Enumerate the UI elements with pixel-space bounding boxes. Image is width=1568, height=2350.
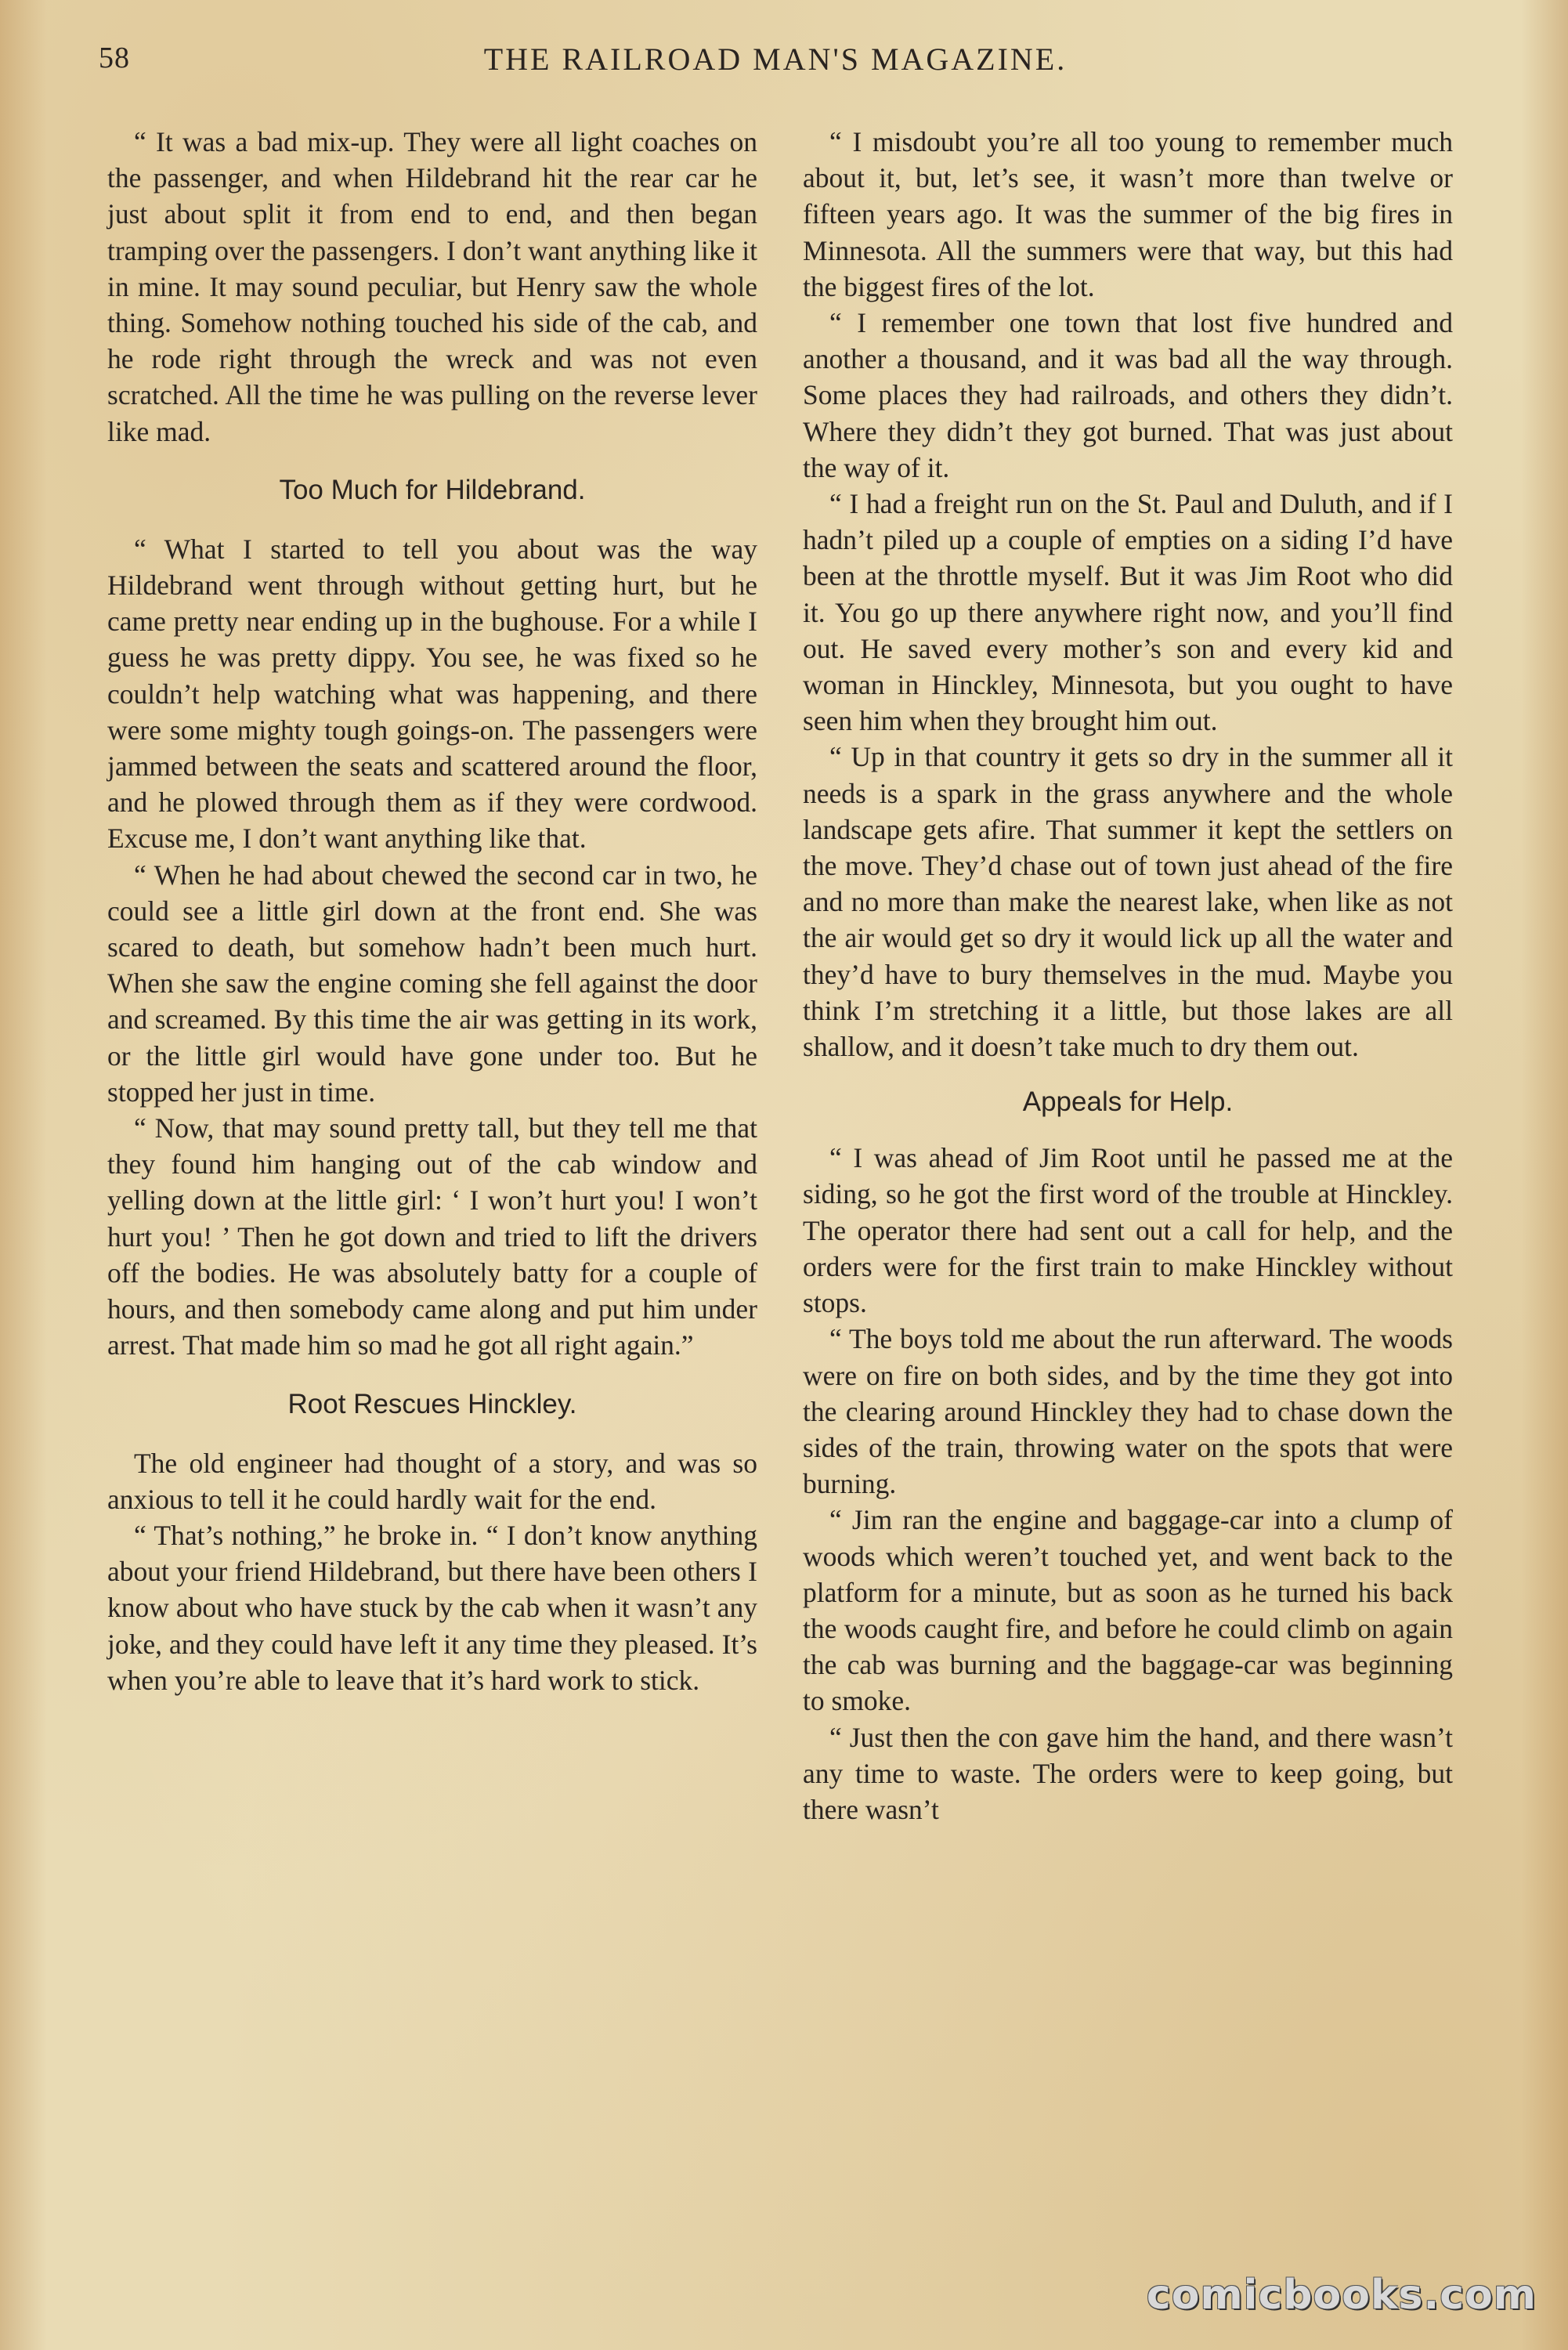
section-heading: Appeals for Help. — [1022, 1086, 1234, 1118]
section-heading: Root Rescues Hinckley. — [287, 1388, 577, 1419]
paragraph: “ I remember one town that lost five hundred and another a thousand, and it was bad all the way through. Some places they had railroads, and others they didn’t. Where they didn’t they got burned. That was just about the way of it. — [803, 307, 1453, 483]
left-column — [107, 124, 757, 1698]
magazine-title: THE RAILROAD MAN'S MAGAZINE. — [483, 42, 1068, 77]
section-heading: Too Much for Hildebrand. — [279, 474, 586, 505]
paragraph: “ When he had about chewed the second car in two, he could see a little girl down at the front end. She was scared to death, but somehow hadn’t been much hurt. When she saw the engine coming she fell against the door and screamed. By this time the air was getting in its work, or the little girl would have gone under too. But he stopped her just in time. — [107, 859, 757, 1108]
paragraph: “ Jim ran the engine and baggage-car into a clump of woods which weren’t touched yet, and went back to the platform for a minute, but as soon as he turned his back the woods caught fire, and before he could climb on again the cab was burning and the baggage-car was beginning to smoke. — [803, 1504, 1453, 1717]
page-header — [86, 41, 1465, 88]
paragraph: “ Now, that may sound pretty tall, but they tell me that they found him hanging out of the cab window and yelling down at the little girl: ‘ I won’t hurt you! I won’t hurt you! ’ Then he got down and tried to lift the drivers off the bodies. He was absolutely batty for a couple of hours, and then somebody came along and put him under arrest. That made him so mad he got all right again.” — [107, 1112, 757, 1361]
watermark-logo: comicbooks.com — [1146, 2272, 1537, 2319]
paragraph: “ That’s nothing,” he broke in. “ I don’t know anything about your friend Hildebrand, but there have been others I know about who have stuck by the cab when it wasn’t any joke, and they could have left it any time they pleased. It’s when you’re able to leave that it’s hard work to stick. — [107, 1519, 757, 1696]
right-column — [803, 124, 1453, 1828]
paragraph: “ What I started to tell you about was the way Hildebrand went through without getting hurt, but he came pretty near ending up in the bughouse. For a while I guess he was pretty dippy. You see, he was fixed so he couldn’t help watching what was happening, and there were some mighty tough goings-on. The passengers were jammed between the seats and scattered around the floor, and he plowed through them as if they were cordwood. Excuse me, I don’t want anything like that. — [107, 533, 757, 855]
paragraph: “ Just then the con gave him the hand, and there wasn’t any time to waste. The orders were to keep going, but there wasn’t — [803, 1721, 1453, 1825]
paragraph: “ I was ahead of Jim Root until he passed me at the siding, so he got the first word of the trouble at Hinckley. The operator there had sent out a call for help, and the orders were for the first train to make Hinckley without stops. — [803, 1142, 1453, 1319]
paragraph: “ The boys told me about the run afterward. The woods were on fire on both sides, and by the time they got into the clearing around Hinckley they had to chase down the sides of the train, throwing water on the spots that were burning. — [803, 1323, 1453, 1500]
paragraph: The old engineer had thought of a story, and was so anxious to tell it he could hardly wait for the end. — [107, 1447, 757, 1515]
paragraph: “ I had a freight run on the St. Paul and Duluth, and if I hadn’t piled up a couple of empties on a siding I’d have been at the throttle myself. But it was Jim Root who did it. You go up there anywhere right now, and you’ll find out. He saved every mother’s son and every kid and woman in Hinckley, Minnesota, but you ought to have seen him when they brought him out. — [803, 488, 1453, 737]
paragraph: “ It was a bad mix-up. They were all light coaches on the passenger, and when Hildebrand hit the rear car he just about split it from end to end, and then began tramping over the passengers. I don’t want anything like it in mine. It may sound peculiar, but Henry saw the whole thing. Somehow nothing touched his side of the cab, and he rode right through the wreck and was not even scratched. All the time he was pulling on the reverse lever like mad. — [107, 126, 757, 447]
page-number: 58 — [99, 42, 130, 74]
paragraph: “ I misdoubt you’re all too young to remember much about it, but, let’s see, it wasn’t more than twelve or fifteen years ago. It was the summer of the big fires in Minnesota. All the summers were that way, but this had the biggest fires of the lot. — [803, 126, 1453, 302]
paragraph: “ Up in that country it gets so dry in the summer all it needs is a spark in the grass anywhere and the whole landscape gets afire. That summer it kept the settlers on the move. They’d chase out of town just ahead of the fire and no more than make the nearest lake, when like as not the air would get so dry it would lick up all the water and they’d have to bury themselves in the mud. Maybe you think I’m stretching it a little, but those lakes are all shallow, and it doesn’t take much to dry them out. — [803, 741, 1453, 1063]
